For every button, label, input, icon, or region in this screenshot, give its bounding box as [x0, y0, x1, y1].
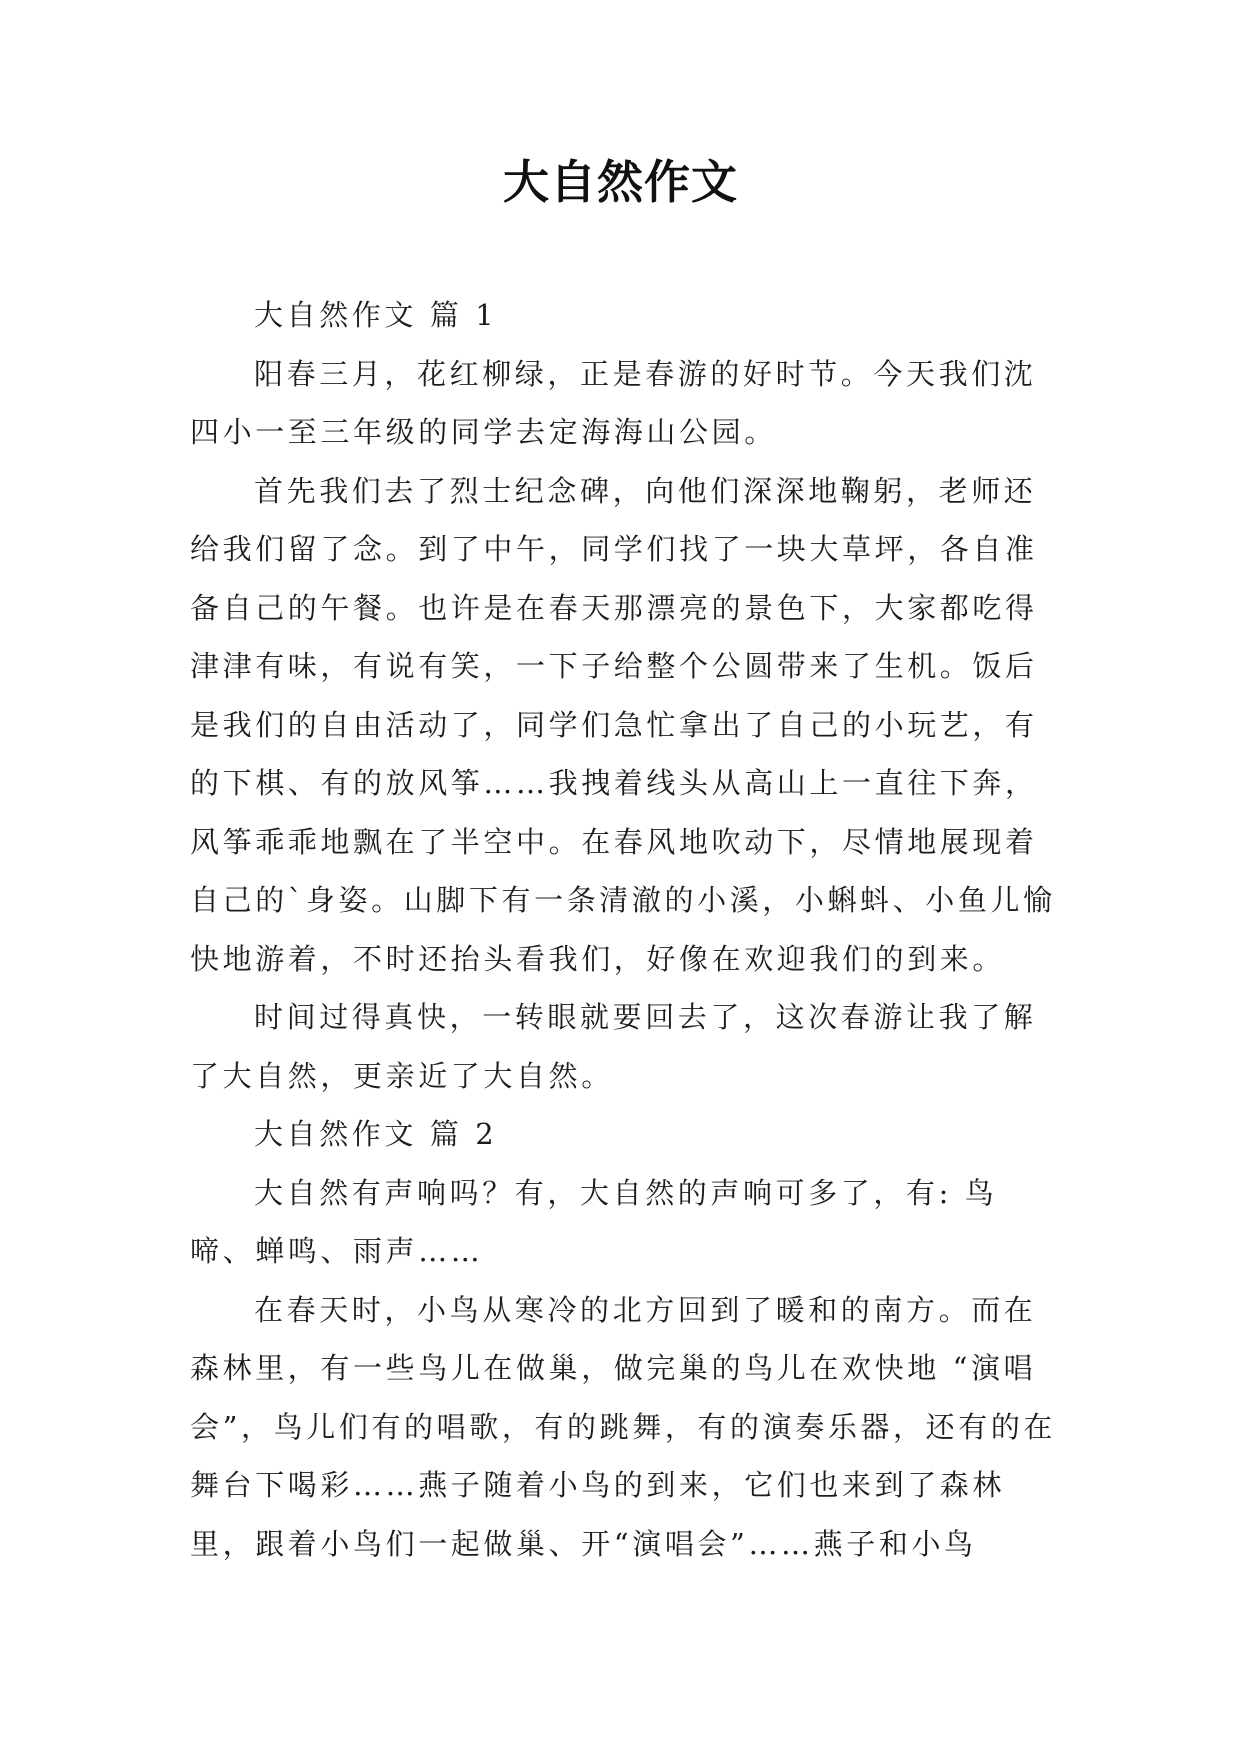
section-heading-1: 大自然作文 篇 1 — [254, 298, 498, 332]
paragraph: 时间过得真快，一转眼就要回去了，这次春游让我了解了大自然，更亲近了大自然。 — [190, 1000, 1037, 1093]
paragraph: 在春天时，小鸟从寒冷的北方回到了暖和的南方。而在森林里，有一些鸟儿在做巢，做完巢的鸟儿在欢快地 “演唱会”，鸟儿们有的唱歌，有的跳舞，有的演奏乐器，还有的在舞台下喝彩……燕子随着小鸟的到来，它们也来到了森林里，跟着小鸟们一起做巢、开“演唱会”……燕子和小鸟 — [190, 1292, 1057, 1561]
paragraph: 大自然有声响吗？有，大自然的声响可多了，有: 鸟啼、蝉鸣、雨声…… — [190, 1175, 998, 1268]
section-heading-2: 大自然作文 篇 2 — [254, 1117, 498, 1151]
document-body — [190, 286, 1060, 1573]
paragraph: 阳春三月，花红柳绿，正是春游的好时节。今天我们沈四小一至三年级的同学去定海海山公园。 — [190, 356, 1037, 449]
paragraph: 首先我们去了烈士纪念碑，向他们深深地鞠躬，老师还给我们留了念。到了中午，同学们找了一块大草坪，各自准备自己的午餐。也许是在春天那漂亮的景色下，大家都吃得津津有味，有说有笑，一下子给整个公圆带来了生机。饭后是我们的自由活动了，同学们急忙拿出了自己的小玩艺，有的下棋、有的放风筝……我拽着线头从高山上一直往下奔，风筝乖乖地飘在了半空中。在春风地吹动下，尽情地展现着自己的`身姿。山脚下有一条清澈的小溪，小蝌蚪、小鱼儿愉快地游着，不时还抬头看我们，好像在欢迎我们的到来。 — [190, 473, 1056, 976]
document-title: 大自然作文 — [503, 155, 738, 209]
